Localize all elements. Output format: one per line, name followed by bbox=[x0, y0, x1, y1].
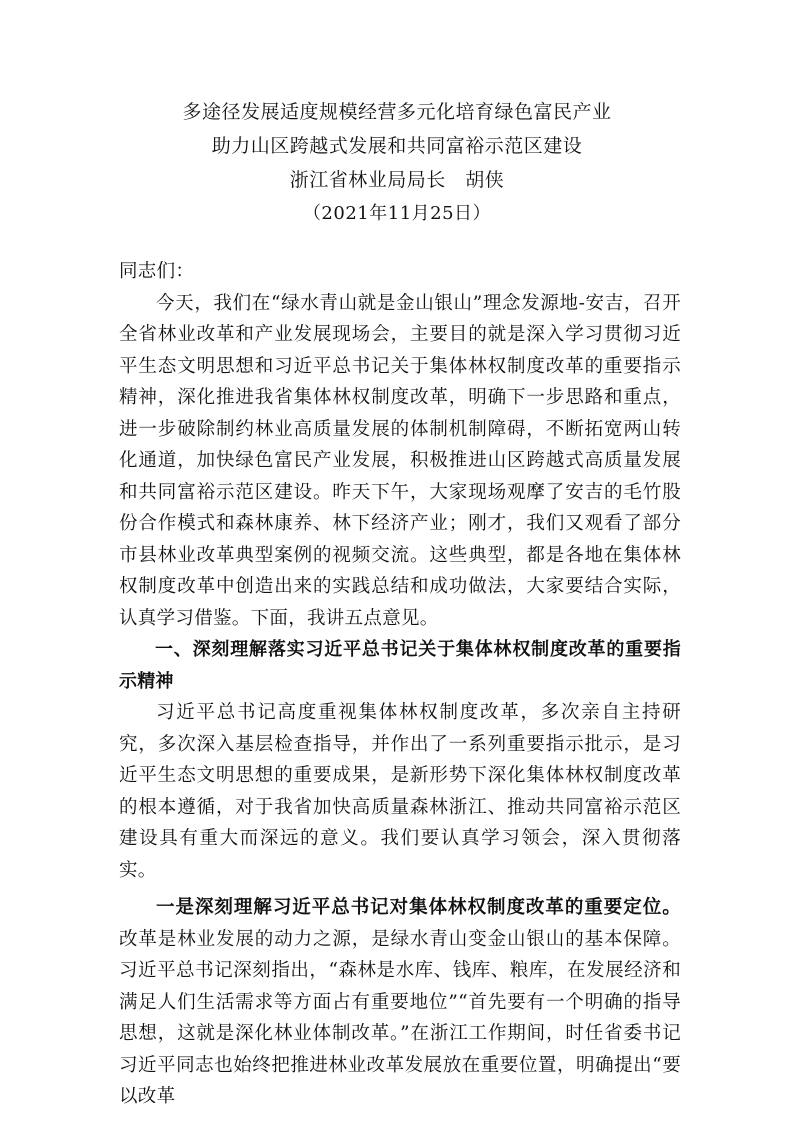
document-title-line-1: 多途径发展适度规模经营多元化培育绿色富民产业 bbox=[182, 101, 612, 123]
paragraph-point-1 bbox=[119, 892, 681, 1113]
point-1-text: 改革是林业发展的动力之源，是绿水青山变金山银山的基本保障。习近平总书记深刻指出，“森林是水库、钱库、粮库，在发展经济和满足人们生活需求等方面占有重要地位”“首先要有一个明确的指导思想，这就是深化林业体制改革。”在浙江工作期间，时任省委书记习近平同志也始终把推进林业改革发展放在重要位置，明确提出“要以改革 bbox=[119, 928, 681, 1107]
point-1-lead: 一是深刻理解习近平总书记对集体林权制度改革的重要定位。 bbox=[156, 897, 681, 918]
document-title-line-2: 助力山区跨越式发展和共同富裕示范区建设 bbox=[211, 135, 583, 157]
document-body bbox=[119, 256, 681, 1113]
paragraph-intro: 今天，我们在“绿水青山就是金山银山”理念发源地-安吉，召开全省林业改革和产业发展现场会，主要目的就是深入学习贯彻习近平生态文明思想和习近平总书记关于集体林权制度改革的重要指示精神，深化推进我省集体林权制度改革，明确下一步思路和重点，进一步破除制约林业高质量发展的体制机制障碍，不断拓宽两山转化通道，加快绿色富民产业发展，积极推进山区跨越式高质量发展和共同富裕示范区建设。昨天下午，大家现场观摩了安吉的毛竹股份合作模式和森林康养、林下经济产业；刚才，我们又观看了部分市县林业改革典型案例的视频交流。这些典型，都是各地在集体林权制度改革中创造出来的实践总结和成功做法，大家要结合实际，认真学习借鉴。下面，我讲五点意见。 bbox=[119, 292, 681, 629]
date-line: （2021年11月25日） bbox=[302, 203, 492, 224]
section-heading-1: 一、深刻理解落实习近平总书记关于集体林权制度改革的重要指示精神 bbox=[119, 639, 681, 692]
salutation: 同志们： bbox=[119, 261, 195, 282]
paragraph-section-1: 习近平总书记高度重视集体林权制度改革，多次亲自主持研究，多次深入基层检查指导，并作出了一系列重要指示批示，是习近平生态文明思想的重要成果，是新形势下深化集体林权制度改革的根本遵循，对于我省加快高质量森林浙江、推动共同富裕示范区建设具有重大而深远的意义。我们要认真学习领会，深入贯彻落实。 bbox=[119, 702, 681, 881]
title-block bbox=[0, 95, 794, 231]
author-line: 浙江省林业局局长 胡侠 bbox=[289, 169, 505, 191]
